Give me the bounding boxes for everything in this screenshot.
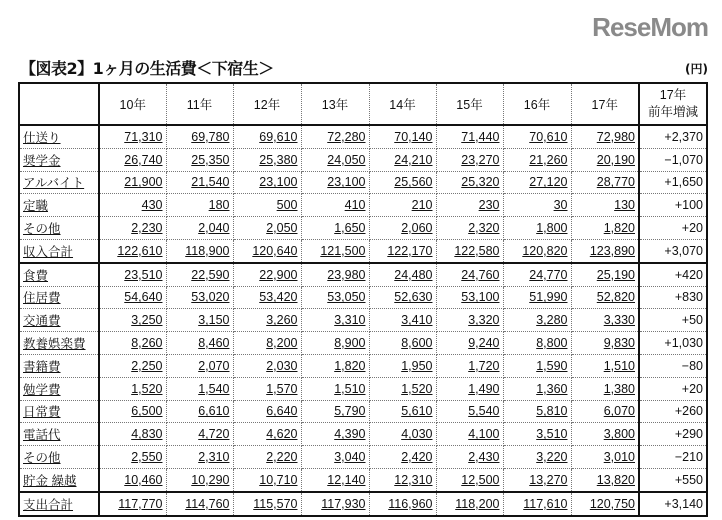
diff-cell: +260 [639, 400, 707, 423]
table-cell: 25,320 [436, 171, 503, 194]
table-cell: 2,230 [99, 217, 166, 240]
table-cell: 1,380 [571, 377, 639, 400]
diff-cell: +550 [639, 468, 707, 491]
table-cell: 53,100 [436, 286, 503, 309]
header-corner [19, 83, 99, 125]
table-cell: 6,640 [233, 400, 301, 423]
column-header: 15年 [436, 83, 503, 125]
table-cell: 3,040 [301, 446, 369, 469]
table-cell: 13,820 [571, 468, 639, 491]
table-cell: 117,930 [301, 492, 369, 516]
table-cell: 114,760 [166, 492, 233, 516]
table-cell: 3,410 [369, 309, 436, 332]
table-cell: 25,560 [369, 171, 436, 194]
table-row [19, 377, 707, 400]
diff-cell: +3,140 [639, 492, 707, 516]
resemom-watermark: ReseMom [592, 12, 708, 42]
table-cell: 72,980 [571, 125, 639, 148]
table-cell: 3,510 [503, 423, 571, 446]
table-cell: 410 [301, 194, 369, 217]
row-label: 食費 [19, 263, 99, 286]
table-cell: 8,800 [503, 332, 571, 355]
column-header: 11年 [166, 83, 233, 125]
table-cell: 23,100 [301, 171, 369, 194]
diff-cell: +20 [639, 377, 707, 400]
row-label: 勉学費 [19, 377, 99, 400]
table-cell: 21,540 [166, 171, 233, 194]
table-cell: 122,610 [99, 239, 166, 262]
table-cell: 1,650 [301, 217, 369, 240]
table-cell: 130 [571, 194, 639, 217]
table-cell: 12,500 [436, 468, 503, 491]
table-cell: 3,310 [301, 309, 369, 332]
table-cell: 2,040 [166, 217, 233, 240]
table-cell: 116,960 [369, 492, 436, 516]
table-cell: 2,050 [233, 217, 301, 240]
column-header: 12年 [233, 83, 301, 125]
table-cell: 5,810 [503, 400, 571, 423]
diff-cell: +50 [639, 309, 707, 332]
table-cell: 25,190 [571, 263, 639, 286]
table-cell: 1,490 [436, 377, 503, 400]
row-label: 奨学金 [19, 148, 99, 171]
table-cell: 2,220 [233, 446, 301, 469]
table-cell: 2,310 [166, 446, 233, 469]
row-label: 教養娯楽費 [19, 332, 99, 355]
table-cell: 1,540 [166, 377, 233, 400]
diff-cell: +1,030 [639, 332, 707, 355]
column-header: 17年 [571, 83, 639, 125]
table-cell: 2,030 [233, 354, 301, 377]
diff-cell: −80 [639, 354, 707, 377]
table-cell: 53,050 [301, 286, 369, 309]
table-cell: 1,570 [233, 377, 301, 400]
table-cell: 52,630 [369, 286, 436, 309]
table-cell: 2,320 [436, 217, 503, 240]
row-label: 貯金 繰越 [19, 468, 99, 491]
diff-column-header [639, 83, 707, 125]
row-label: 電話代 [19, 423, 99, 446]
table-cell: 8,900 [301, 332, 369, 355]
table-cell: 1,800 [503, 217, 571, 240]
table-cell: 71,310 [99, 125, 166, 148]
table-cell: 210 [369, 194, 436, 217]
table-cell: 122,170 [369, 239, 436, 262]
table-cell: 4,620 [233, 423, 301, 446]
table-row [19, 263, 707, 286]
table-cell: 24,760 [436, 263, 503, 286]
table-cell: 180 [166, 194, 233, 217]
table-cell: 8,200 [233, 332, 301, 355]
table-row [19, 446, 707, 469]
table-cell: 10,710 [233, 468, 301, 491]
table-cell: 53,020 [166, 286, 233, 309]
table-row [19, 217, 707, 240]
row-label: 仕送り [19, 125, 99, 148]
table-row [19, 332, 707, 355]
table-cell: 3,010 [571, 446, 639, 469]
table-cell: 2,250 [99, 354, 166, 377]
table-cell: 23,270 [436, 148, 503, 171]
table-cell: 27,120 [503, 171, 571, 194]
table-cell: 230 [436, 194, 503, 217]
table-cell: 3,250 [99, 309, 166, 332]
table-cell: 1,520 [99, 377, 166, 400]
table-cell: 115,570 [233, 492, 301, 516]
table-cell: 6,070 [571, 400, 639, 423]
diff-cell: +830 [639, 286, 707, 309]
table-row [19, 423, 707, 446]
table-row [19, 400, 707, 423]
table-cell: 9,240 [436, 332, 503, 355]
table-cell: 10,290 [166, 468, 233, 491]
table-cell: 1,820 [571, 217, 639, 240]
diff-cell: +3,070 [639, 239, 707, 262]
row-label: 住居費 [19, 286, 99, 309]
table-cell: 6,610 [166, 400, 233, 423]
table-cell: 3,280 [503, 309, 571, 332]
table-row [19, 125, 707, 148]
row-label: 交通費 [19, 309, 99, 332]
table-cell: 118,900 [166, 239, 233, 262]
table-cell: 52,820 [571, 286, 639, 309]
table-cell: 25,350 [166, 148, 233, 171]
column-header: 13年 [301, 83, 369, 125]
table-cell: 1,590 [503, 354, 571, 377]
row-label: 定職 [19, 194, 99, 217]
table-cell: 26,740 [99, 148, 166, 171]
table-cell: 24,770 [503, 263, 571, 286]
table-cell: 120,820 [503, 239, 571, 262]
table-cell: 2,430 [436, 446, 503, 469]
diff-cell: −1,070 [639, 148, 707, 171]
diff-header-line: 前年増減 [647, 105, 698, 119]
table-cell: 12,310 [369, 468, 436, 491]
table-cell: 70,140 [369, 125, 436, 148]
table-row [19, 468, 707, 491]
table-cell: 24,210 [369, 148, 436, 171]
table-row [19, 148, 707, 171]
table-cell: 4,720 [166, 423, 233, 446]
table-cell: 23,100 [233, 171, 301, 194]
table-cell: 4,030 [369, 423, 436, 446]
table-cell: 1,950 [369, 354, 436, 377]
row-label: その他 [19, 446, 99, 469]
table-cell: 24,480 [369, 263, 436, 286]
table-cell: 118,200 [436, 492, 503, 516]
table-cell: 117,770 [99, 492, 166, 516]
column-header: 10年 [99, 83, 166, 125]
table-row [19, 309, 707, 332]
column-header: 16年 [503, 83, 571, 125]
table-cell: 21,900 [99, 171, 166, 194]
row-label: アルバイト [19, 171, 99, 194]
table-cell: 8,460 [166, 332, 233, 355]
table-cell: 5,540 [436, 400, 503, 423]
table-cell: 69,780 [166, 125, 233, 148]
diff-cell: +20 [639, 217, 707, 240]
table-cell: 51,990 [503, 286, 571, 309]
diff-cell: +100 [639, 194, 707, 217]
table-cell: 123,890 [571, 239, 639, 262]
table-cell: 22,590 [166, 263, 233, 286]
table-cell: 5,610 [369, 400, 436, 423]
row-label: 書籍費 [19, 354, 99, 377]
table-cell: 2,060 [369, 217, 436, 240]
diff-cell: +2,370 [639, 125, 707, 148]
table-cell: 3,320 [436, 309, 503, 332]
table-cell: 28,770 [571, 171, 639, 194]
table-cell: 72,280 [301, 125, 369, 148]
table-row [19, 492, 707, 516]
table-cell: 1,520 [369, 377, 436, 400]
table-cell: 122,580 [436, 239, 503, 262]
table-cell: 9,830 [571, 332, 639, 355]
diff-header-line: 17年 [659, 88, 687, 102]
table-cell: 117,610 [503, 492, 571, 516]
table-cell: 430 [99, 194, 166, 217]
table-cell: 69,610 [233, 125, 301, 148]
table-cell: 2,550 [99, 446, 166, 469]
table-cell: 3,220 [503, 446, 571, 469]
diff-cell: +290 [639, 423, 707, 446]
table-cell: 1,820 [301, 354, 369, 377]
table-cell: 2,070 [166, 354, 233, 377]
table-cell: 1,510 [301, 377, 369, 400]
table-cell: 4,390 [301, 423, 369, 446]
table-cell: 2,420 [369, 446, 436, 469]
table-cell: 71,440 [436, 125, 503, 148]
row-label: 収入合計 [19, 239, 99, 262]
table-cell: 12,140 [301, 468, 369, 491]
table-row [19, 286, 707, 309]
table-row [19, 354, 707, 377]
table-cell: 500 [233, 194, 301, 217]
column-header: 14年 [369, 83, 436, 125]
table-cell: 22,900 [233, 263, 301, 286]
table-cell: 1,510 [571, 354, 639, 377]
table-cell: 20,190 [571, 148, 639, 171]
table-cell: 3,800 [571, 423, 639, 446]
table-cell: 4,830 [99, 423, 166, 446]
header-row [19, 83, 707, 125]
table-cell: 24,050 [301, 148, 369, 171]
table-cell: 3,150 [166, 309, 233, 332]
table-cell: 3,330 [571, 309, 639, 332]
table-cell: 25,380 [233, 148, 301, 171]
living-cost-table [18, 82, 708, 517]
table-row [19, 171, 707, 194]
table-cell: 4,100 [436, 423, 503, 446]
table-cell: 70,610 [503, 125, 571, 148]
table-cell: 5,790 [301, 400, 369, 423]
table-cell: 53,420 [233, 286, 301, 309]
diff-cell: −210 [639, 446, 707, 469]
table-cell: 6,500 [99, 400, 166, 423]
table-cell: 23,510 [99, 263, 166, 286]
table-cell: 8,600 [369, 332, 436, 355]
table-row [19, 239, 707, 262]
row-label: その他 [19, 217, 99, 240]
row-label: 支出合計 [19, 492, 99, 516]
row-label: 日常費 [19, 400, 99, 423]
table-row [19, 194, 707, 217]
table-cell: 30 [503, 194, 571, 217]
table-cell: 54,640 [99, 286, 166, 309]
unit-label: (円) [685, 62, 708, 76]
table-cell: 1,720 [436, 354, 503, 377]
diff-cell: +420 [639, 263, 707, 286]
table-cell: 121,500 [301, 239, 369, 262]
table-cell: 21,260 [503, 148, 571, 171]
table-cell: 8,260 [99, 332, 166, 355]
table-cell: 23,980 [301, 263, 369, 286]
table-cell: 120,640 [233, 239, 301, 262]
table-title: 【図表2】1ヶ月の生活費＜下宿生＞ [20, 59, 274, 78]
table-cell: 13,270 [503, 468, 571, 491]
diff-cell: +1,650 [639, 171, 707, 194]
table-cell: 10,460 [99, 468, 166, 491]
table-cell: 1,360 [503, 377, 571, 400]
table-cell: 3,260 [233, 309, 301, 332]
table-cell: 120,750 [571, 492, 639, 516]
